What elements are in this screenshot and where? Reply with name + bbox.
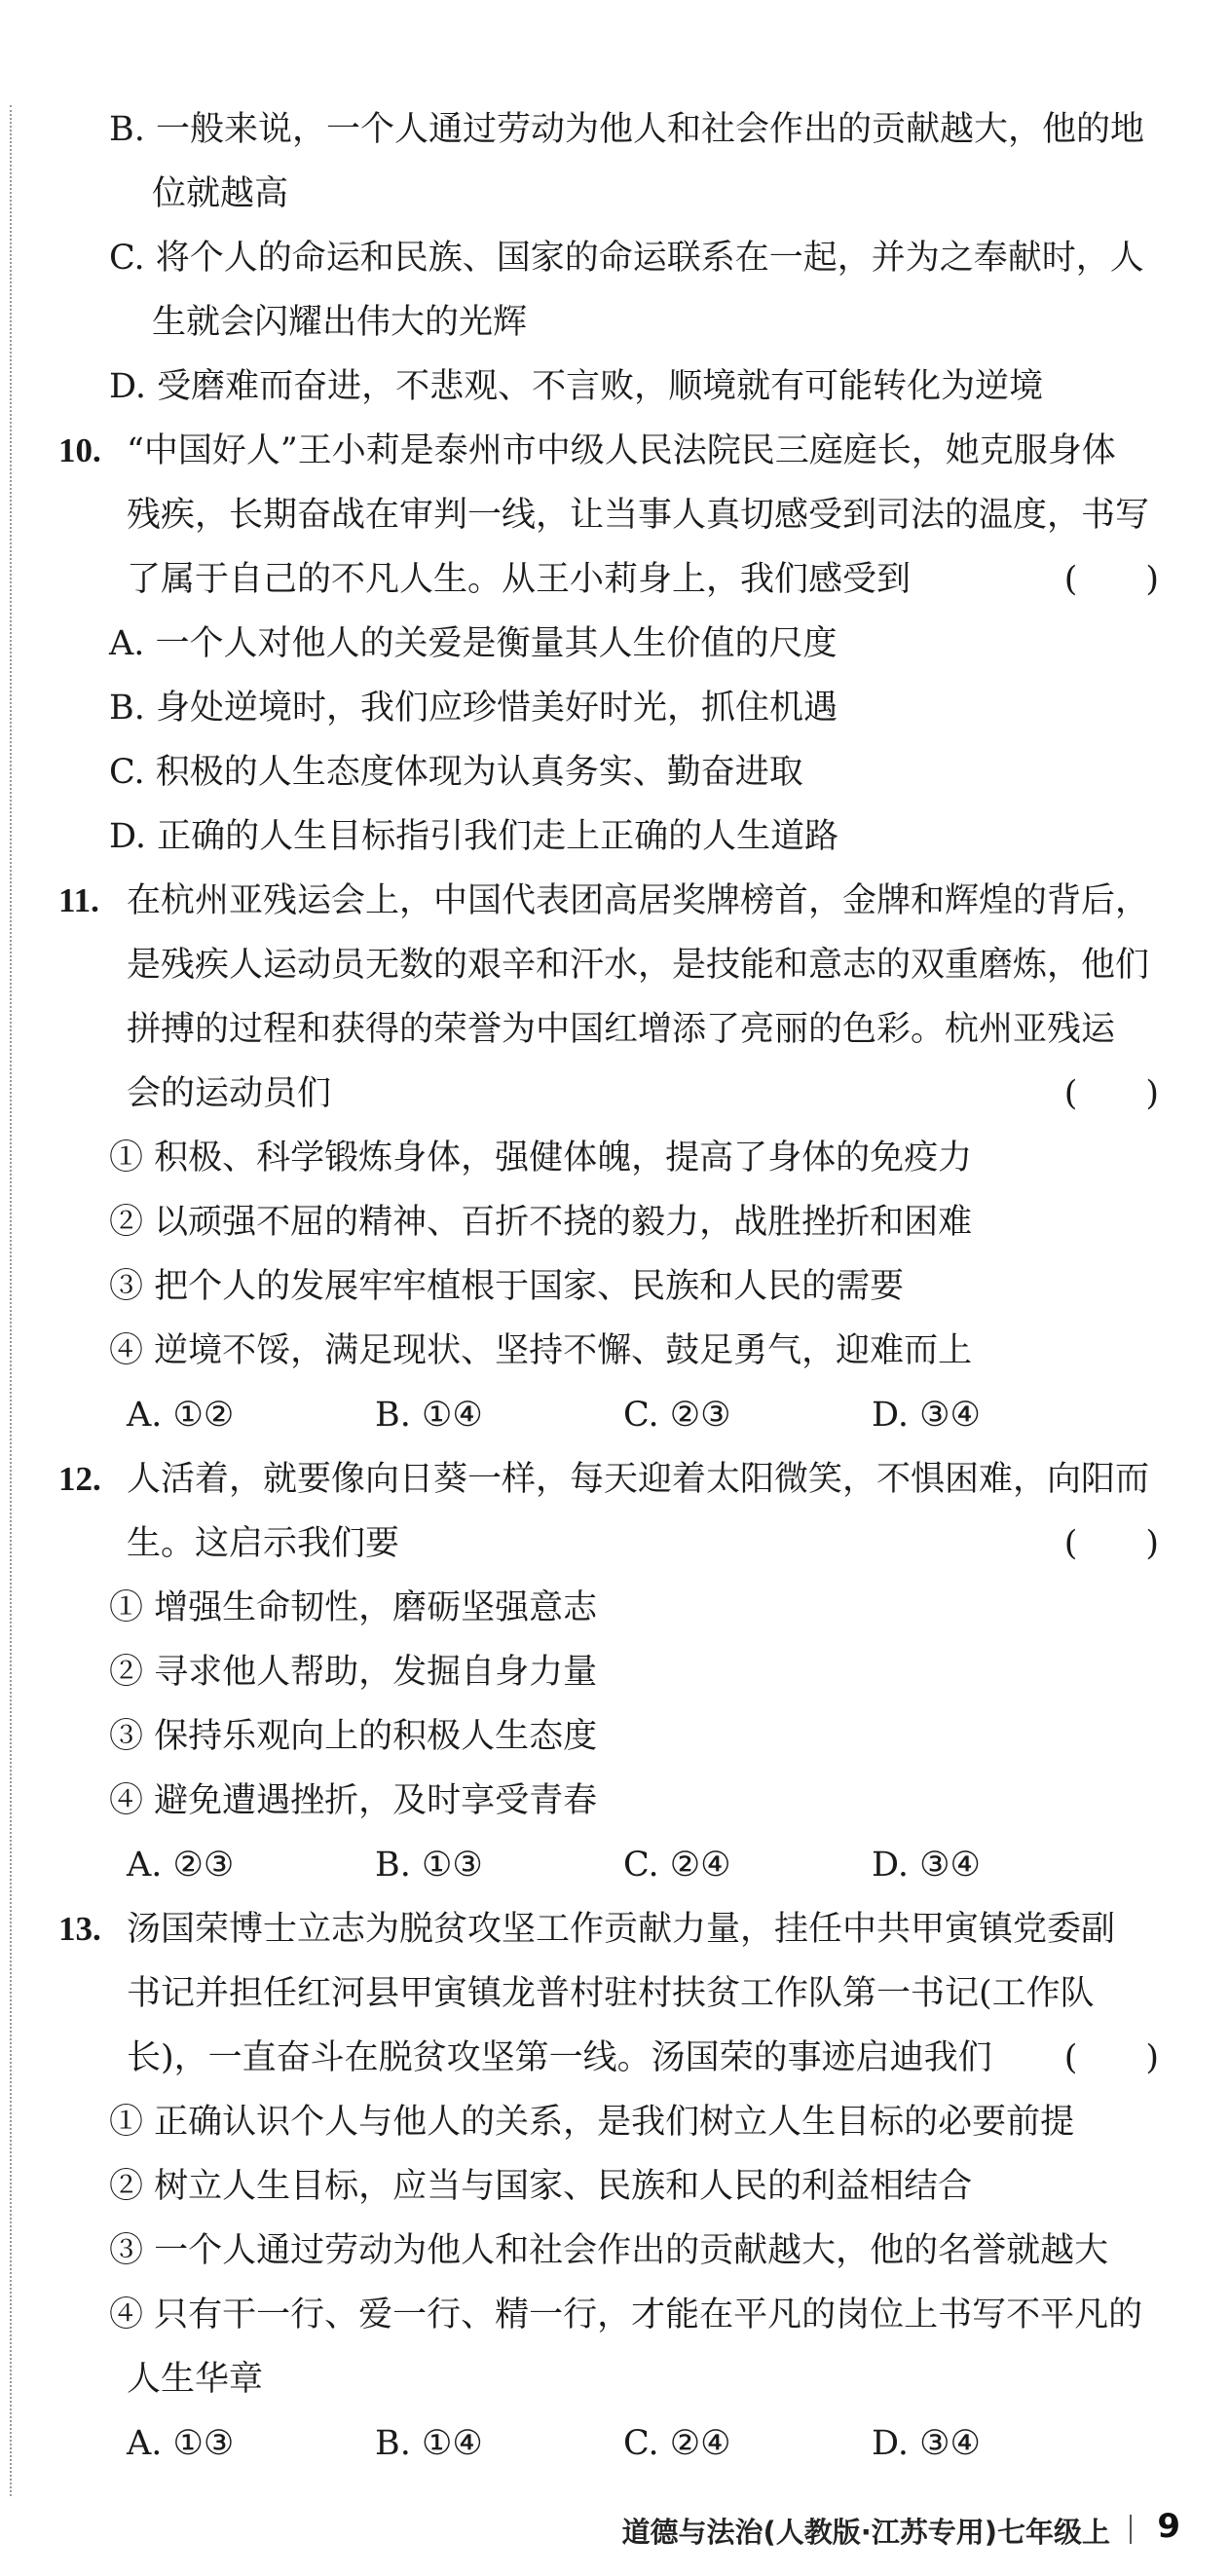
q12-statement-3: ③ 保持乐观向上的积极人生态度 — [109, 1717, 598, 1756]
q12-statement-4: ④ 避免遭遇挫折，及时享受青春 — [109, 1781, 598, 1820]
q11-number: 11. — [58, 881, 99, 919]
q10-option-c: C. 积极的人生态度体现为认真务实、勤奋进取 — [109, 753, 803, 792]
q11-answer-blank: ( ) — [1063, 1074, 1159, 1113]
q11-statement-2: ② 以顽强不屈的精神、百折不挠的毅力，战胜挫折和困难 — [109, 1203, 973, 1242]
q10-option-b: B. 身处逆境时，我们应珍惜美好时光，抓住机遇 — [109, 689, 838, 728]
q13-statement-2: ② 树立人生目标，应当与国家、民族和人民的利益相结合 — [109, 2167, 973, 2206]
q12-choice-d: D. ③④ — [872, 1846, 981, 1885]
q11-statement-1: ① 积极、科学锻炼身体，强健体魄，提高了身体的免疫力 — [109, 1139, 973, 1177]
q11-stem-line4 — [58, 1062, 1159, 1126]
q10-stem-line2: 残疾，长期奋战在审判一线，让当事人真切感受到司法的温度，书写 — [127, 496, 1150, 535]
q11-stem-text4: 会的运动员们 — [127, 1074, 332, 1113]
q13-stem-line3 — [58, 2026, 1159, 2090]
q13-answer-blank: ( ) — [1063, 2038, 1159, 2077]
q12-answer-blank: ( ) — [1063, 1524, 1159, 1563]
q13-choice-a: A. ①③ — [127, 2424, 235, 2463]
q9-option-b-line2: 位就越高 — [152, 174, 289, 213]
q13-choices — [58, 2411, 1159, 2476]
q12-stem-line2 — [58, 1512, 1159, 1576]
q10-option-d: D. 正确的人生目标指引我们走上正确的人生道路 — [109, 817, 839, 856]
q12-stem-text1: 人活着，就要像向日葵一样，每天迎着太阳微笑，不惧困难，向阳而 — [127, 1460, 1150, 1499]
q13-statement-4-line1: ④ 只有干一行、爱一行、精一行，才能在平凡的岗位上书写不平凡的 — [109, 2296, 1143, 2334]
q10-stem-line1 — [58, 419, 1159, 483]
q12-choice-a: A. ②③ — [127, 1846, 235, 1885]
q10-answer-blank: ( ) — [1063, 560, 1159, 599]
q13-stem-line2: 书记并担任红河县甲寅镇龙普村驻村扶贫工作队第一书记(工作队 — [127, 1974, 1095, 2013]
q11-statement-3: ③ 把个人的发展牢牢植根于国家、民族和人民的需要 — [109, 1267, 905, 1306]
q11-choice-a: A. ①② — [127, 1396, 235, 1435]
q9-option-d: D. 受磨难而奋进，不悲观、不言败，顺境就有可能转化为逆境 — [109, 367, 1044, 406]
footer-divider — [1130, 2515, 1132, 2544]
q11-choices — [58, 1383, 1159, 1447]
q10-stem-line3 — [58, 547, 1159, 612]
q13-stem-text3: 长)，一直奋斗在脱贫攻坚第一线。汤国荣的事迹启迪我们 — [127, 2038, 992, 2077]
q13-statement-4-line2: 人生华章 — [127, 2360, 264, 2399]
q11-stem-line2: 是残疾人运动员无数的艰辛和汗水，是技能和意志的双重磨炼，他们 — [127, 946, 1150, 985]
q12-stem-line1 — [58, 1447, 1159, 1512]
q12-choice-c: C. ②④ — [623, 1846, 731, 1885]
q10-number: 10. — [58, 431, 101, 469]
q12-choices — [58, 1833, 1159, 1897]
q12-stem-text2: 生。这启示我们要 — [127, 1524, 400, 1563]
q11-choice-c: C. ②③ — [623, 1396, 731, 1435]
q11-stem-text1: 在杭州亚残运会上，中国代表团高居奖牌榜首，金牌和辉煌的背后， — [127, 881, 1150, 920]
page-footer — [0, 2505, 1229, 2552]
q11-stem-line1 — [58, 869, 1159, 933]
q12-statement-1: ① 增强生命韧性，磨砺坚强意志 — [109, 1588, 598, 1627]
q9-option-c-line2: 生就会闪耀出伟大的光辉 — [152, 303, 528, 342]
q11-stem-line3: 拼搏的过程和获得的荣誉为中国红增添了亮丽的色彩。杭州亚残运 — [127, 1010, 1116, 1049]
q12-statement-2: ② 寻求他人帮助，发掘自身力量 — [109, 1653, 598, 1692]
q9-option-b-line1: B. 一般来说，一个人通过劳动为他人和社会作出的贡献越大，他的地 — [109, 110, 1144, 149]
q13-choice-b: B. ①④ — [375, 2424, 483, 2463]
q13-choice-c: C. ②④ — [623, 2424, 731, 2463]
q11-statement-4: ④ 逆境不馁，满足现状、坚持不懈、鼓足勇气，迎难而上 — [109, 1331, 973, 1370]
q13-choice-d: D. ③④ — [872, 2424, 981, 2463]
q12-number: 12. — [58, 1460, 101, 1498]
binding-margin-line — [10, 105, 12, 2496]
q9-option-c-line1: C. 将个人的命运和民族、国家的命运联系在一起，并为之奉献时，人 — [109, 239, 1144, 278]
q11-choice-d: D. ③④ — [872, 1396, 981, 1435]
q10-stem-text3: 了属于自己的不凡人生。从王小莉身上，我们感受到 — [127, 560, 912, 599]
q10-stem-text1: “中国好人”王小莉是泰州市中级人民法院民三庭庭长，她克服身体 — [127, 431, 1116, 470]
q13-stem-text1: 汤国荣博士立志为脱贫攻坚工作贡献力量，挂任中共甲寅镇党委副 — [127, 1910, 1116, 1949]
q13-statement-3: ③ 一个人通过劳动为他人和社会作出的贡献越大，他的名誉就越大 — [109, 2231, 1109, 2270]
book-title: 道德与法治(人教版·江苏专用)七年级上 — [621, 2516, 1110, 2549]
q13-number: 13. — [58, 1910, 101, 1948]
q11-choice-b: B. ①④ — [375, 1396, 483, 1435]
q13-stem-line1 — [58, 1897, 1159, 1961]
q12-choice-b: B. ①③ — [375, 1846, 483, 1885]
q10-option-a: A. 一个人对他人的关爱是衡量其人生价值的尺度 — [109, 624, 838, 663]
page-number: 9 — [1157, 2507, 1180, 2546]
worksheet-page — [58, 97, 1159, 2476]
q13-statement-1: ① 正确认识个人与他人的关系，是我们树立人生目标的必要前提 — [109, 2103, 1075, 2142]
